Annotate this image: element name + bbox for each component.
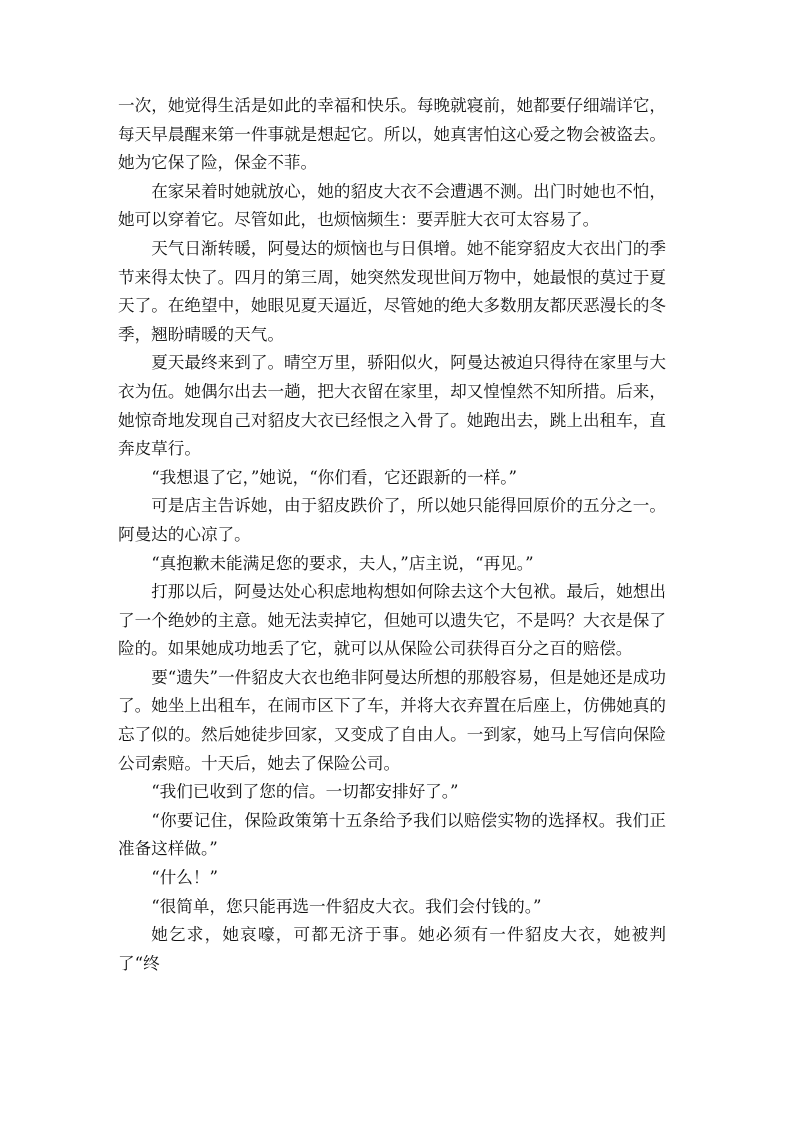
paragraph-continuation: 一次，她觉得生活是如此的幸福和快乐。每晚就寝前，她都要仔细端详它，每天早晨醒来第一件事就是想起它。所以，她真害怕这心爱之物会被盗去。她为它保了险，保金不菲。 <box>118 96 666 173</box>
dialogue-paragraph: “什么！” <box>151 868 218 888</box>
dialogue-paragraph: “我们已收到了您的信。一切都安排好了。” <box>151 782 459 802</box>
paragraph: 打那以后，阿曼达处心积虑地构想如何除去这个大包袱。最后，她想出了一个绝妙的主意。她无法卖掉它，但她可以遗失它，不是吗？大衣是保了险的。如果她成功地丢了它，就可以从保险公司获得百分之百的赔偿。 <box>118 582 666 659</box>
paragraph: 夏天最终来到了。晴空万里，骄阳似火，阿曼达被迫只得待在家里与大衣为伍。她偶尔出去一趟，把大衣留在家里，却又惶惶然不知所措。后来，她惊奇地发现自己对貂皮大衣已经恨之入骨了。她跑出去，跳上出租车，直奔皮草行。 <box>118 353 666 459</box>
dialogue-paragraph: “我想退了它，”她说，“你们看，它还跟新的一样。” <box>151 467 517 487</box>
dialogue-paragraph: “很简单，您只能再选一件貂皮大衣。我们会付钱的。” <box>151 896 542 916</box>
paragraph: 在家呆着时她就放心，她的貂皮大衣不会遭遇不测。出门时她也不怕，她可以穿着它。尽管如此，也烦恼频生：要弄脏大衣可太容易了。 <box>118 181 666 230</box>
dialogue-paragraph: “真抱歉未能满足您的要求，夫人，”店主说，“再见。” <box>151 553 534 573</box>
dialogue-paragraph: “你要记住，保险政策第十五条给予我们以赔偿实物的选择权。我们正准备这样做。” <box>118 810 666 859</box>
paragraph: 可是店主告诉她，由于貂皮跌价了，所以她只能得回原价的五分之一。阿曼达的心凉了。 <box>118 496 666 544</box>
paragraph: 天气日渐转暖，阿曼达的烦恼也与日俱增。她不能穿貂皮大衣出门的季节来得太快了。四月的第三周，她突然发现世间万物中，她最恨的莫过于夏天了。在绝望中，她眼见夏天逼近，尽管她的绝大多数朋友都厌恶漫长的冬季，翘盼晴暖的天气。 <box>118 238 666 344</box>
document-page <box>118 92 666 978</box>
paragraph: 她乞求，她哀嚎，可都无济于事。她必须有一件貂皮大衣，她被判了“终 <box>118 925 666 973</box>
paragraph: 要“遗失”一件貂皮大衣也绝非阿曼达所想的那般容易，但是她还是成功了。她坐上出租车，在闹市区下了车，并将大衣弃置在后座上，仿佛她真的忘了似的。然后她徒步回家，又变成了自由人。一到家，她马上写信向保险公司索赔。十天后，她去了保险公司。 <box>118 667 666 773</box>
